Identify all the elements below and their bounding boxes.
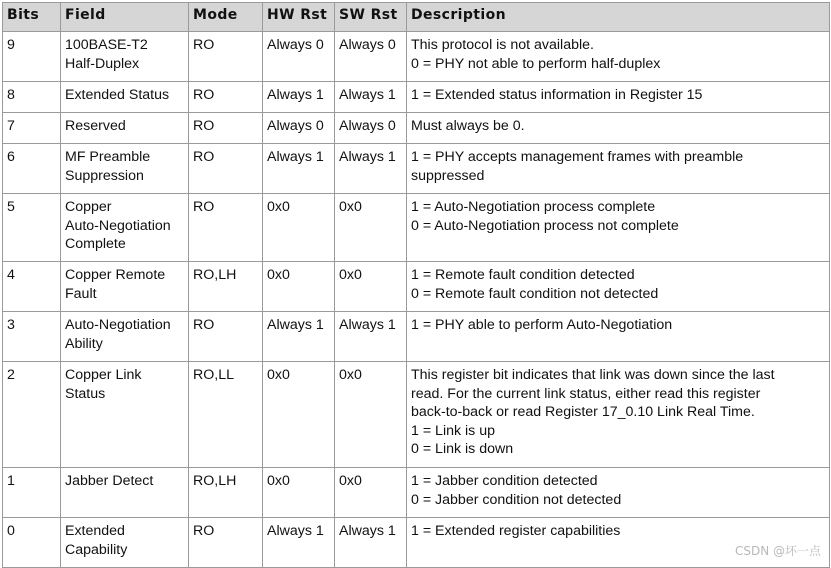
cell-field <box>61 144 189 194</box>
cell-hw-rst: Always 0 <box>263 32 335 82</box>
cell-description <box>407 82 830 113</box>
cell-hw-rst: 0x0 <box>263 468 335 518</box>
cell-field <box>61 32 189 82</box>
cell-description-line: Must always be 0. <box>411 118 525 134</box>
cell-description-line: 0 = Link is down <box>411 441 514 457</box>
cell-bits: 3 <box>3 312 61 362</box>
cell-field <box>61 262 189 312</box>
watermark: CSDN @坏一点 <box>734 544 821 558</box>
cell-description-line: 1 = PHY able to perform Auto-Negotiation <box>411 317 673 333</box>
cell-field-line: Capability <box>65 541 128 558</box>
cell-description <box>407 32 830 82</box>
cell-sw-rst: Always 0 <box>335 32 407 82</box>
cell-mode: RO <box>189 144 263 194</box>
cell-field <box>61 362 189 468</box>
cell-description <box>407 262 830 312</box>
cell-description-line: 1 = Jabber condition detected <box>411 473 598 489</box>
table-row <box>3 144 830 194</box>
header-bits: Bits <box>3 3 61 32</box>
cell-mode: RO <box>189 194 263 262</box>
cell-bits: 5 <box>3 194 61 262</box>
cell-field-line: Copper Remote <box>65 267 166 283</box>
cell-sw-rst: 0x0 <box>335 362 407 468</box>
cell-bits: 9 <box>3 32 61 82</box>
cell-field <box>61 113 189 144</box>
cell-hw-rst: Always 0 <box>263 113 335 144</box>
table-row <box>3 468 830 518</box>
cell-sw-rst: 0x0 <box>335 194 407 262</box>
cell-sw-rst: Always 0 <box>335 113 407 144</box>
cell-description-line: 0 = Remote fault condition not detected <box>411 285 659 302</box>
header-hw-rst: HW Rst <box>263 3 335 32</box>
register-table <box>2 2 830 568</box>
cell-description <box>407 144 830 194</box>
cell-mode: RO <box>189 32 263 82</box>
cell-sw-rst: 0x0 <box>335 262 407 312</box>
cell-bits: 8 <box>3 82 61 113</box>
cell-field-line: Jabber Detect <box>65 473 154 489</box>
cell-description <box>407 194 830 262</box>
cell-field-line: Extended Status <box>65 87 170 103</box>
cell-description-line: 1 = Extended register capabilities <box>411 523 621 539</box>
cell-bits: 1 <box>3 468 61 518</box>
cell-description <box>407 312 830 362</box>
cell-sw-rst: Always 1 <box>335 82 407 113</box>
table-row <box>3 194 830 262</box>
cell-field-line: MF Preamble <box>65 149 151 165</box>
cell-mode: RO,LH <box>189 262 263 312</box>
cell-field <box>61 82 189 113</box>
cell-hw-rst: 0x0 <box>263 262 335 312</box>
cell-field-line: Suppression <box>65 167 144 184</box>
table-row <box>3 362 830 468</box>
cell-bits: 0 <box>3 518 61 568</box>
cell-description-line: 1 = Remote fault condition detected <box>411 267 635 283</box>
cell-field <box>61 518 189 568</box>
cell-bits: 2 <box>3 362 61 468</box>
cell-field-line: Copper <box>65 199 112 215</box>
cell-field <box>61 468 189 518</box>
cell-description-line: This register bit indicates that link was down since the last <box>411 367 775 383</box>
cell-mode: RO,LL <box>189 362 263 468</box>
cell-description-line: 1 = Extended status information in Register 15 <box>411 87 703 103</box>
cell-sw-rst: 0x0 <box>335 468 407 518</box>
cell-hw-rst: 0x0 <box>263 194 335 262</box>
header-sw-rst: SW Rst <box>335 3 407 32</box>
cell-field-line: Half-Duplex <box>65 55 140 72</box>
cell-hw-rst: Always 1 <box>263 82 335 113</box>
cell-field-line: Fault <box>65 285 97 302</box>
cell-description-line: back-to-back or read Register 17_0.10 Link Real Time. <box>411 404 755 420</box>
cell-description <box>407 468 830 518</box>
table-row <box>3 82 830 113</box>
cell-description-line: 0 = PHY not able to perform half-duplex <box>411 55 661 72</box>
cell-mode: RO,LH <box>189 468 263 518</box>
cell-sw-rst: Always 1 <box>335 312 407 362</box>
table-row <box>3 32 830 82</box>
table-body <box>3 32 830 568</box>
cell-field-line: 100BASE-T2 <box>65 37 148 53</box>
cell-bits: 6 <box>3 144 61 194</box>
cell-hw-rst: Always 1 <box>263 312 335 362</box>
cell-description-line: 0 = Jabber condition not detected <box>411 491 622 508</box>
cell-description-line: read. For the current link status, either read this register <box>411 385 761 402</box>
cell-mode: RO <box>189 113 263 144</box>
cell-description-line: suppressed <box>411 167 485 184</box>
cell-hw-rst: Always 1 <box>263 144 335 194</box>
cell-field-line: Ability <box>65 335 103 352</box>
header-description: Description <box>407 3 830 32</box>
cell-description <box>407 113 830 144</box>
cell-field-line: Complete <box>65 236 126 252</box>
cell-hw-rst: Always 1 <box>263 518 335 568</box>
cell-field-line: Auto-Negotiation <box>65 317 171 333</box>
header-mode: Mode <box>189 3 263 32</box>
cell-description-line: This protocol is not available. <box>411 37 594 53</box>
cell-field-line: Auto-Negotiation <box>65 217 171 234</box>
cell-mode: RO <box>189 312 263 362</box>
cell-bits: 7 <box>3 113 61 144</box>
table-row <box>3 518 830 568</box>
table-header-row <box>3 3 830 32</box>
cell-field-line: Copper Link <box>65 367 142 383</box>
cell-field-line: Status <box>65 385 106 402</box>
cell-description <box>407 362 830 468</box>
cell-description-line: 1 = PHY accepts management frames with preamble <box>411 149 744 165</box>
cell-description-line: 1 = Link is up <box>411 422 495 439</box>
cell-sw-rst: Always 1 <box>335 144 407 194</box>
table-row <box>3 262 830 312</box>
cell-hw-rst: 0x0 <box>263 362 335 468</box>
cell-mode: RO <box>189 82 263 113</box>
cell-field <box>61 312 189 362</box>
cell-sw-rst: Always 1 <box>335 518 407 568</box>
cell-bits: 4 <box>3 262 61 312</box>
cell-field-line: Extended <box>65 523 125 539</box>
cell-description-line: 0 = Auto-Negotiation process not complete <box>411 217 679 234</box>
cell-field-line: Reserved <box>65 118 126 134</box>
cell-mode: RO <box>189 518 263 568</box>
cell-description-line: 1 = Auto-Negotiation process complete <box>411 199 656 215</box>
header-field: Field <box>61 3 189 32</box>
cell-field <box>61 194 189 262</box>
table-row <box>3 113 830 144</box>
table-row <box>3 312 830 362</box>
